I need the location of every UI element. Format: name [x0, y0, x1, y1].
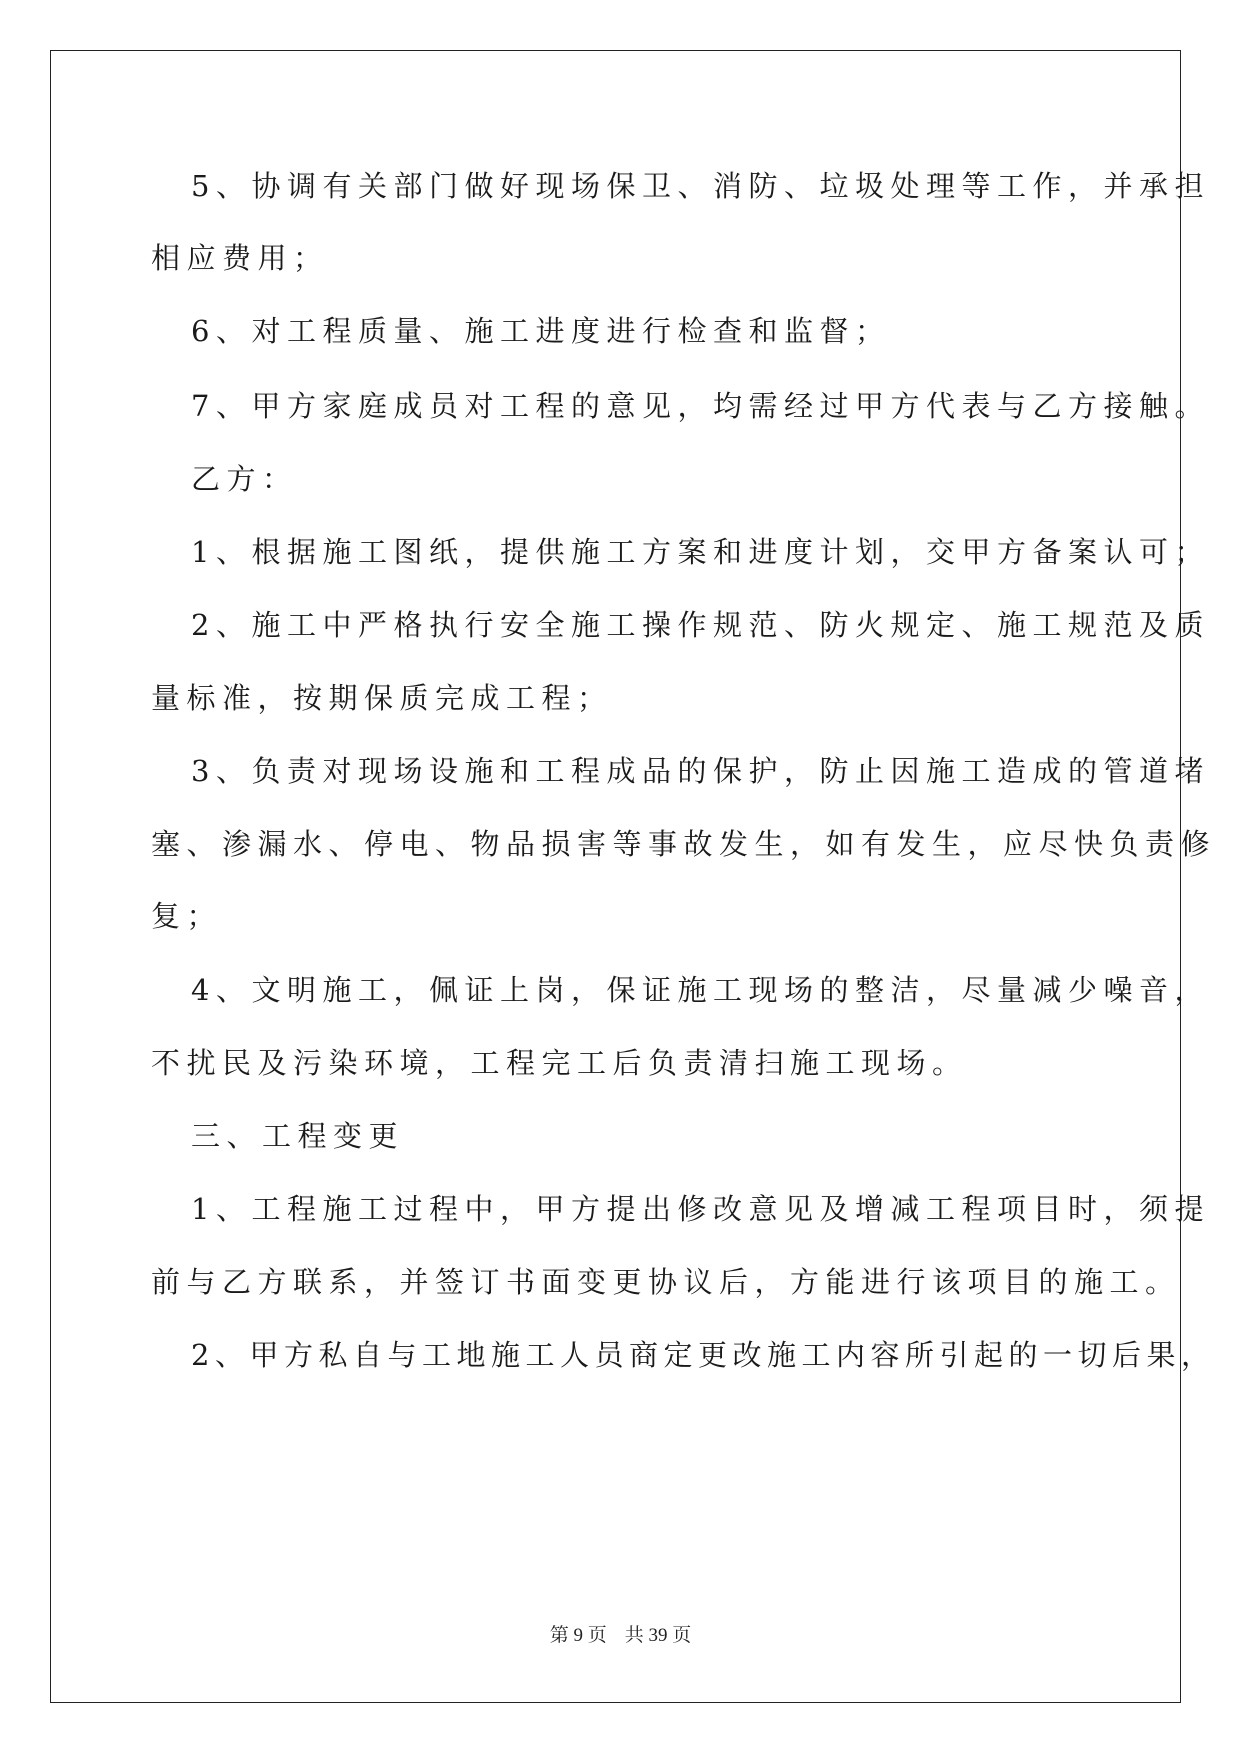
paragraph-line: 复；: [151, 899, 223, 933]
page-number: 第 9 页: [549, 1625, 607, 1646]
paragraph-line: 相应费用；: [151, 241, 329, 275]
page-border: [50, 50, 1181, 1703]
paragraph-line: 5、协调有关部门做好现场保卫、消防、垃圾处理等工作，并承担: [191, 169, 1210, 203]
paragraph-line: 7、甲方家庭成员对工程的意见，均需经过甲方代表与乙方接触。: [191, 389, 1210, 423]
page-footer: [0, 1620, 1241, 1647]
paragraph-line: 塞、渗漏水、停电、物品损害等事故发生，如有发生，应尽快负责修: [151, 827, 1217, 861]
paragraph-line: 4、文明施工，佩证上岗，保证施工现场的整洁，尽量减少噪音，: [191, 973, 1210, 1007]
paragraph-line: 量标准，按期保质完成工程；: [151, 681, 613, 715]
page-total: 共 39 页: [624, 1625, 692, 1646]
paragraph-line: 2、施工中严格执行安全施工操作规范、防火规定、施工规范及质: [191, 608, 1210, 642]
paragraph-line: 1、根据施工图纸，提供施工方案和进度计划，交甲方备案认可；: [191, 535, 1210, 569]
paragraph-line: 3、负责对现场设施和工程成品的保护，防止因施工造成的管道堵: [191, 754, 1210, 788]
paragraph-line: 乙方：: [191, 462, 298, 496]
paragraph-line: 前与乙方联系，并签订书面变更协议后，方能进行该项目的施工。: [151, 1265, 1181, 1299]
section-heading: 三、工程变更: [191, 1119, 405, 1153]
paragraph-line: 6、对工程质量、施工进度进行检查和监督；: [191, 314, 891, 348]
paragraph-line: 不扰民及污染环境，工程完工后负责清扫施工现场。: [151, 1046, 968, 1080]
paragraph-line: 2、甲方私自与工地施工人员商定更改施工内容所引起的一切后果，: [191, 1338, 1216, 1372]
paragraph-line: 1、工程施工过程中，甲方提出修改意见及增减工程项目时，须提: [191, 1192, 1210, 1226]
